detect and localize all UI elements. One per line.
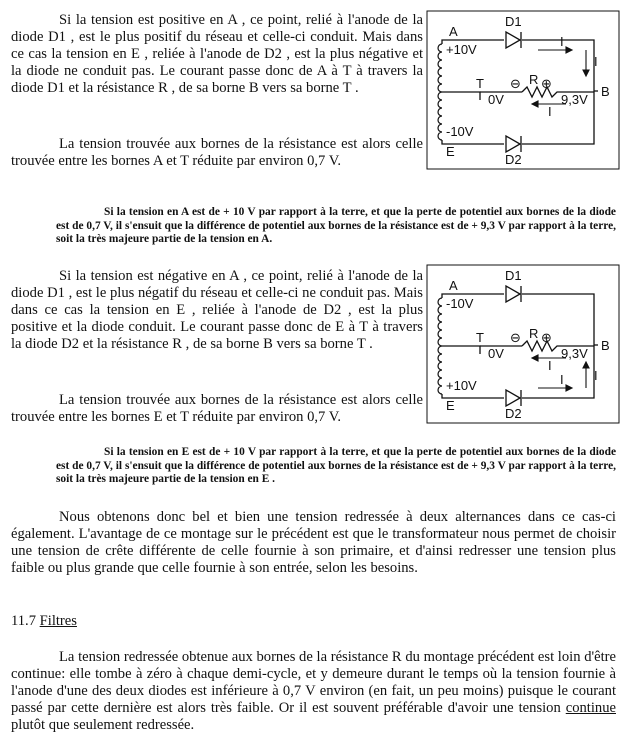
current-label-middle: I [548, 358, 552, 373]
diode-D2 [506, 390, 521, 406]
voltage-E-label: -10V [446, 124, 474, 139]
circuit-figure-1 [426, 10, 620, 170]
section1-paragraph-1: Si la tension est positive en A , ce point, relié à l'anode de la diode D1 , est le plus positif du réseau et celle-ci conduit. Mais dans ce cas la tension en E , reliée à l'anode de D2 , est la plus négative et la diode ne conduit pas. Le courant passe donc de A à T à travers la diode D1 et la résistance R , de sa borne B vers sa borne T . [11, 12, 423, 96]
diode-D1 [506, 286, 521, 302]
section2-note: Si la tension en E est de + 10 V par rapport à la terre, et que la perte de potentiel aux bornes de la diode est de 0,7 V, il s'ensuit que la différence de potentiel aux bornes de la résistance est de + 9,3 V par rapport à la terre, soit la très majeure partie de la tension en E . [56, 446, 616, 486]
diode-D1-label: D1 [505, 14, 522, 29]
terminal-E-label: E [446, 398, 455, 413]
terminal-A-label: A [449, 24, 458, 39]
voltage-A-label: +10V [446, 42, 477, 57]
voltage-A-label: -10V [446, 296, 474, 311]
terminal-A-label: A [449, 278, 458, 293]
terminal-B-label: B [601, 84, 610, 99]
section-heading [11, 613, 77, 630]
section-title: Filtres [39, 613, 77, 629]
minus-sign: ⊖ [510, 330, 521, 345]
minus-sign: ⊖ [510, 76, 521, 91]
transformer-coil [438, 44, 442, 140]
resistor-R-label: R [529, 326, 539, 341]
voltage-B-label: 9,3V [561, 346, 588, 361]
current-label-bottom: I [548, 104, 552, 119]
filters-paragraph [11, 649, 616, 734]
circuit-figure-2 [426, 264, 620, 424]
transformer-coil [438, 298, 442, 394]
terminal-B-label: B [601, 338, 610, 353]
terminal-E-label: E [446, 144, 455, 159]
current-label-bottom: I [560, 372, 564, 387]
plus-sign: ⊕ [541, 330, 552, 345]
voltage-B-label: 9,3V [561, 92, 588, 107]
section1-paragraph-2: La tension trouvée aux bornes de la résistance est alors celle trouvée entre les bornes A et T réduite par environ 0,7 V. [11, 136, 423, 169]
voltage-T-label: 0V [488, 346, 504, 361]
section-number: 11.7 [11, 613, 36, 629]
section2-paragraph-2: La tension trouvée aux bornes de la résistance est alors celle trouvée entre les bornes E et T réduite par environ 0,7 V. [11, 392, 423, 425]
resistor-R-label: R [529, 72, 539, 87]
section1-note: Si la tension en A est de + 10 V par rapport à la terre, et que la perte de potentiel aux bornes de la diode est de 0,7 V, il s'ensuit que la différence de potentiel aux bornes de la résistance est de + 9,3 V par rapport à la terre, soit la très majeure partie de la tension en A. [56, 206, 616, 246]
current-label-top: I [560, 34, 564, 49]
diode-D1 [506, 32, 521, 48]
voltage-E-label: +10V [446, 378, 477, 393]
conclusion-paragraph: Nous obtenons donc bel et bien une tension redressée à deux alternances dans ce cas-ci également. L'avantage de ce montage sur le précédent est que le transformateur nous permet de choisir une tension de crête différente de celle fournie à son primaire, et d'ainsi redresser une tension plus faible ou plus grande que celle fournie à son entrée, selon les besoins. [11, 509, 616, 576]
diode-D2-label: D2 [505, 406, 522, 421]
filters-text-after: plutôt que seulement redressée. [11, 717, 195, 733]
voltage-T-label: 0V [488, 92, 504, 107]
plus-sign: ⊕ [541, 76, 552, 91]
current-label-right: I [594, 368, 598, 383]
terminal-T-label: T [476, 76, 484, 91]
diode-D2-label: D2 [505, 152, 522, 167]
diode-D2 [506, 136, 521, 152]
diode-D1-label: D1 [505, 268, 522, 283]
terminal-T-label: T [476, 330, 484, 345]
section2-paragraph-1: Si la tension est négative en A , ce point, relié à l'anode de la diode D1 , est le plus négatif du réseau et celle-ci ne conduit pas. Mais dans ce cas la tension en E , reliée à l'anode de D2 , est la plus positive et la diode conduit. Le courant passe donc de E à T à travers la diode D2 et la résistance R , de sa borne B vers sa borne T . [11, 268, 423, 352]
filters-text-before: La tension redressée obtenue aux bornes de la résistance R du montage précédent est loin d'être continue: elle tombe à zéro à chaque demi-cycle, et y demeure durant le temps où la tension fournie à l'anode d'une des deux diodes est inférieure à 0,7 V environ (en fait, un peu moins) puisque le courant passé par cette dernière est alors très faible. Or il est souvent préférable d'avoir une tension [11, 649, 616, 716]
current-label-right: I [594, 54, 598, 69]
filters-text-emphasis: continue [565, 700, 616, 716]
